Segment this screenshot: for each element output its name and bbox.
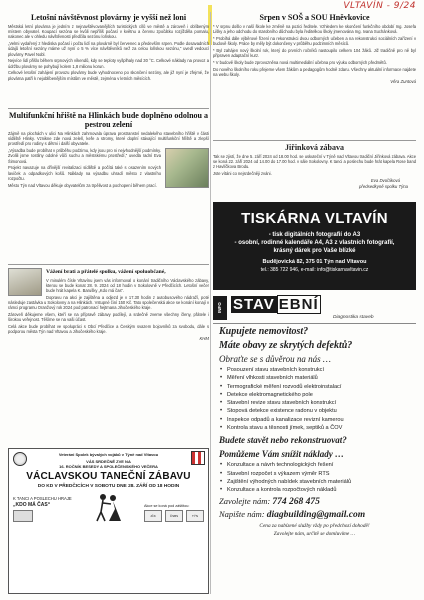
article-title: Letošní návštěvnost plovárny je vyšší než loni <box>30 13 187 22</box>
email-line: Napište nám: diagbuilding@gmail.com <box>219 508 366 520</box>
phone-number: 774 268 475 <box>272 496 320 507</box>
right-column <box>213 12 416 594</box>
list-item: • Konzultace a kontrola rozpočtových nákladů <box>227 486 416 494</box>
divider <box>8 264 209 265</box>
article-body: V minulém čísle Vltavínu jsem vás informoval o konání tradičního Václavského zábavy, kterou se bude konat 28. 9. 2024 od 18 hodin v Sokolovně v Předčicích. Letošní večer bude hrát kapela K. Barušky „Kdo má čas“. Dopravu na akci je zajištěna a odjezd je v 17.30 hodin z autobusového nádraží, poté následuje zastávka u Sokolovny a na Hlinkách. Vstupné činí 150 Kč. Tato společenská akce se konání konají v rámci programu Oranžový rok 2024 pod patronací hejtmana Jihočeského kraje. Zároveň děkujeme všem, kteří se na přípravě zábavy podílejí, a srdečně zveme všechny členy, přátele i širokou veřejnost. Těšíme se na vaši účast. Celá akce bude probíhat ve spolupráci s Obcí Předčice a Českým svazem bojovníků za svobodu, dále s podporou města Týn nad Vltavou a Jihočeského kraje. <box>8 277 209 335</box>
info-label: INFO <box>213 296 227 320</box>
list-item: • Konzultace a návrh technologických řešení <box>227 461 416 469</box>
tiskarna-address: Budějovická 82, 375 01 Týn nad Vltavou <box>262 259 367 265</box>
veterans-photo <box>8 268 42 296</box>
article-jirinkova <box>213 143 416 199</box>
article-title: Vážení brati a přátelé spolku, vážení spoluobčané, <box>46 269 166 275</box>
stavebni-ad: INFO STAV EBNÍ Diagnostika staveb Kupujete nemovitost? Máte obavy ze skrytých defektů? Obraťte se s důvěrou na nás … • Posouzení stavu stavebních konstrukcí • Měření vlhkosti stavebních materiálů • Termografické měření rozvodů elektroinstalací • Detekce elektromagnetického pole • Stavební revize stavu stavebních konstrukcí • Stopová detekce existence radonu v objektu • Inspekce odpadů a kanalizace revizní kamerou • Kontrola stavu a těsnosti jímek, septiků a ČOV Budete stavět nebo rekonstruovat? Pomůžeme Vám snížit náklady … • Konzultace a návrh technologických řešení • Stavební rozpočet s výkazem výměr RTS • Zajištění výhodných nabídek stavebních materiálů • Konzultace a kontrola rozpočtových nákladů Zavolejte nám: 774 268 475 Napište nám: diagbuilding@gmail.com Cena za nabízené služby vždy po předchozí dohodě! Zavolejte nám, určitě se domluvíme … <box>213 294 416 594</box>
article-body: Městská letní plovárna je jedním z nejnavštěvovanějších turistických cílů ve městě a zároveň i oblíbeným místem obyvatel. Koupací sezóna se kvůli nepříliš počasí v květnu a červnu zpočátku rozjížděla pomalu, nakonec ale v ohledu návštěvnosti předčila sezónu loňskou. „Velmi vydařený z hlediska počasí i počtu lidí na plovárně byl červenec a především srpen. Podle dosavadních údajů letošní sezóny máme už nyní o 5 % více návštěvníků než za celou loňskou sezónu,“ uvedl vedoucí plovárny Pavel Nobl. Nejvíce lidí přišlo během srpnových víkendů, kdy se teploty vyšplhaly nad 30 °C. Celkové náklady na provoz a údržbu plovárny se pohybují kolem 1,8 milionu korun. Celkové letošní zahájení provozu plovárny bude vyhodnoceno po skončení sezóny, ale již nyní je zřejmé, že plovárna patří k nejoblíbenějším místům ve městě, zejména v letních měsících. <box>8 24 209 81</box>
column-divider <box>210 12 211 594</box>
stavebni-logo: STAV EBNÍ <box>233 296 319 313</box>
divider <box>8 108 209 109</box>
article-body: * V srpnu došlo v naší škole ke změně na pozici ředitele. Vzhledem ke skončení funkčního období Ing. Josefa Lišky a jeho odchodu do starobního důchodu byla ředitelkou školy jmenována Ing. Ivana Suchánková. * Probíhá dále výběrové řízení na rekonstrukci dvou odborných učeben a na rekonstrukci sociálních zařízení v budově školy. Práce by měly být dokončeny v průběhu podzimních měsíců. * Byl zahájen nový školní rok, který do prvních ročníků nastoupilo celkem 104 žáků. Již tradičně pro ně byl připraven adaptační kurz. * V budově školy bude zprovozněna nová multimediální učebna pro výuku odborných předmětů. Do nového školního roku přejeme všem žákům a pedagogům hodně zdaru. Všechny aktuální informace najdete na webu školy. <box>213 24 416 77</box>
partner-logo: ČSBS <box>165 510 183 522</box>
issue-handwritten-note: VLTAVÍN - 9/24 <box>343 1 416 11</box>
flag-icon <box>191 451 205 465</box>
email-address: diagbuilding@gmail.com <box>266 509 366 520</box>
list-item: • Stavební rozpočet s výkazem výměr RTS <box>227 470 416 478</box>
dance-title: VÁCLAVSKOU TANEČNÍ ZÁBAVU <box>26 471 191 482</box>
list-item: • Stavební revize stavu stavebních konstrukcí <box>227 399 416 407</box>
article-signature-role: předsedkyně spolku Týna <box>359 184 408 189</box>
article-body: Tak se zjistí, že dne 5. září 2024 od 18.00 hod. se uskuteční v Týně nad Vltavou tradiční Jiřinková zábava. Akce se koná 22. září 2024 od 14.00 do 17.00 hod. v sále Sokolovny. K tanci a poslechu bude hrát kapela Rose band z Havlíčkova Brodu. Jste vítáni co nejsrdečněji zváni. <box>213 154 416 177</box>
list-item: • Inspekce odpadů a kanalizace revizní kamerou <box>227 416 416 424</box>
partner-logo: TÝN <box>186 510 204 522</box>
tiskarna-title: TISKÁRNA VLTAVÍN <box>241 210 388 227</box>
list-item: • Detekce elektromagnetického pole <box>227 391 416 399</box>
article-body: Zájmě na plochách v ulici Na Hlinkách zahrnovala úprava prostranství nedalekého stavebního hřiště v části sídliště Hlinky. Vznikne zde nová zeleň, keře a stromy, které doplní stávající multifunkční hřiště a zlepší prostředí pro rodiny s dětmi i další obyvatele. „Výsadba bude probíhat v průběhu podzimu, kdy jsou pro ni nejvhodnější podmínky. Zvolili jsme rostliny odolné vůči suchu a městskému prostředí,“ uvedla radní Eva Šimonová. Projekt navazuje na dřívější revitalizaci sídliště a počítá také s osazením nových laviček a odpadkových košů. Náklady na výsadbu uhradí město z vlastního rozpočtu. Město Týn nad Vltavou děkuje obyvatelům za trpělivost a pochopení během prací. <box>8 131 209 188</box>
article-title: Jiřinková zábava <box>285 143 344 152</box>
dance-subtitle: DO KD V PŘEDČICÍCH V SOBOTU DNE 28. ZÁŘÍ OD 18 HODIN <box>37 484 180 489</box>
article-title: Multifunkční hřiště na Hlinkách bude doplněno odolnou a pestrou zelení <box>9 111 208 129</box>
tiskarna-contact: tel.: 385 722 946, e-mail: info@tiskarnavltavin.cz <box>260 267 369 273</box>
left-column <box>8 12 209 594</box>
veterans-logo-icon <box>13 452 27 466</box>
list-item: • Stopová detekce existence radonu v objektu <box>227 407 416 415</box>
band-name: „KDO MÁ ČAS“ <box>13 502 51 508</box>
phone-line: Zavolejte nám: 774 268 475 <box>219 495 320 507</box>
divider <box>213 140 416 141</box>
article-plovarna <box>8 12 209 106</box>
article-veterani <box>8 268 209 444</box>
list-item: • Termografické měření rozvodů elektroinstalací <box>227 383 416 391</box>
partner-logo: JČK <box>144 510 162 522</box>
article-signature: Eva Dvořáková <box>370 178 400 183</box>
services-list <box>213 461 416 494</box>
dancing-couple-icon <box>89 492 127 522</box>
list-item: • Posouzení stavu stavebních konstrukcí <box>227 366 416 374</box>
article-signature: KHM <box>199 335 209 341</box>
band-logo-icon <box>13 510 33 522</box>
park-photo <box>165 148 209 188</box>
services-list <box>213 366 416 432</box>
list-item: • Měření vlhkosti stavebních materiálů <box>227 374 416 382</box>
list-item: • Zajištění výhodných nabídek stavebních materiálů <box>227 478 416 486</box>
article-title: Srpen v SOŠ a SOU Hněvkovice <box>259 13 370 22</box>
article-sos <box>213 12 416 136</box>
article-signature: Věra Zuntová <box>390 78 416 84</box>
stavebni-tagline: Diagnostika staveb <box>333 315 374 320</box>
list-item: • Kontrola stavu a těsnosti jímek, septiků a ČOV <box>227 424 416 432</box>
article-hriste <box>8 110 209 260</box>
tiskarna-ad: TISKÁRNA VLTAVÍN - tisk digitálních fotografií do A3 - osobní, rodinné kalendáře A4, A3 z vlastních fotografií, krásný dárek pro Vaše blízké Budějovická 82, 375 01 Týn nad Vltavou tel.: 385 722 946, e-mail: info@tiskarnavltavin.cz <box>213 202 416 290</box>
dance-poster: Veteráni Spolek bývalých vojáků v Týně nad Vltavou VÁS SRDEČNĚ ZVE NA 16. ROČNÍK BESEDY A SPOLEČENSKÉHO VEČERA VÁCLAVSKOU TANEČNÍ ZÁBAVU DO KD V PŘEDČICÍCH V SOBOTU DNE 28. ZÁŘÍ OD 18 HODIN K TANCI A POSLECHU HRAJE „KDO MÁ ČAS“ Akce se koná pod záštitou: JČK ČSBS TÝN <box>8 448 209 594</box>
